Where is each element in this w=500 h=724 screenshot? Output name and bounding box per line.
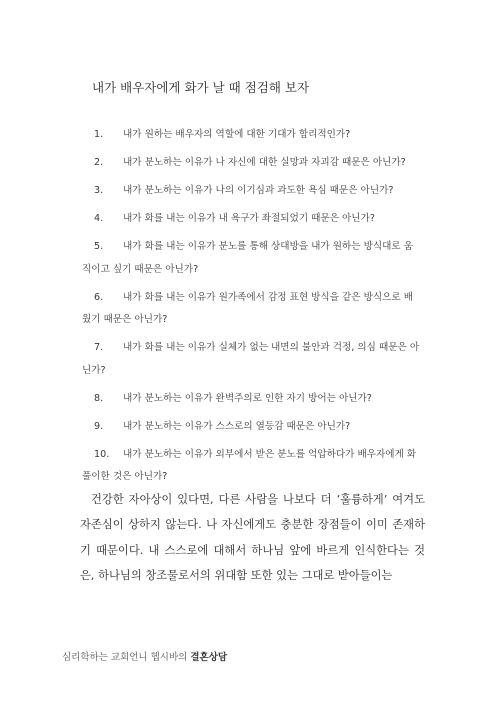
item-text: 내가 화를 내는 이유가 분노를 통해 상대방을 내가 원하는 방식대로 움직이고 싶기 때문은 아닌가? <box>82 241 413 275</box>
item-number: 4. <box>94 213 104 224</box>
list-item <box>82 180 422 203</box>
item-number: 8. <box>94 392 104 404</box>
item-number: 9. <box>94 420 104 432</box>
footer-subtitle: 심리학하는 교회언니 헵시바의 <box>62 652 188 663</box>
item-number: 5. <box>94 241 104 252</box>
item-number: 10. <box>94 448 110 460</box>
item-number: 6. <box>94 291 104 303</box>
body-paragraph: 건강한 자아상이 있다면, 다른 사람을 나보다 더 ‘훌륭하게’ 여겨도 자존심이 상하지 않는다. 나 자신에게도 충분한 장점들이 이미 존재하기 때문이다. 내 스스로에 대해서 하나님 앞에 바르게 인식한다는 것은, 하나님의 창조물로서의 위대함 또한 있는 그대로 받아들이는 <box>80 493 425 582</box>
item-text: 내가 화를 내는 이유가 내 욕구가 좌절되었기 때문은 아닌가? <box>123 213 375 224</box>
list-item <box>82 444 422 489</box>
item-text: 내가 분노하는 이유가 나의 이기심과 과도한 욕심 때문은 아닌가? <box>123 185 394 196</box>
section-title: 내가 배우자에게 화가 날 때 점검해 보자 <box>92 80 310 95</box>
item-text: 내가 분노하는 이유가 스스로의 열등감 때문은 아닌가? <box>123 420 351 432</box>
item-number: 1. <box>94 129 104 140</box>
list-item <box>82 152 422 175</box>
checklist <box>82 124 422 494</box>
list-item <box>82 236 422 281</box>
item-text: 내가 분노하는 이유가 외부에서 받은 분노를 억압하다가 배우자에게 화풀이한 것은 아닌가? <box>82 448 417 482</box>
list-item <box>82 287 422 332</box>
item-text: 내가 화를 내는 이유가 실체가 없는 내면의 불안과 걱정, 의심 때문은 아닌가? <box>82 342 420 376</box>
running-footer <box>62 649 227 663</box>
item-text: 내가 분노하는 이유가 완벽주의로 인한 자기 방어는 아닌가? <box>123 392 372 404</box>
item-text: 내가 원하는 배우자의 역할에 대한 기대가 합리적인가? <box>123 129 351 140</box>
list-item <box>82 416 422 439</box>
list-item <box>82 208 422 231</box>
item-text: 내가 분노하는 이유가 나 자신에 대한 실망과 자괴감 때문은 아닌가? <box>123 157 406 168</box>
list-item <box>82 388 422 411</box>
item-text: 내가 화를 내는 이유가 원가족에서 감정 표현 방식을 같은 방식으로 배웠기 때문은 아닌가? <box>82 291 413 325</box>
footer-book-title: 결혼상담 <box>190 652 228 663</box>
item-number: 7. <box>94 342 104 353</box>
list-item <box>82 337 422 382</box>
list-item <box>82 124 422 147</box>
item-number: 3. <box>94 185 104 196</box>
item-number: 2. <box>94 157 104 168</box>
